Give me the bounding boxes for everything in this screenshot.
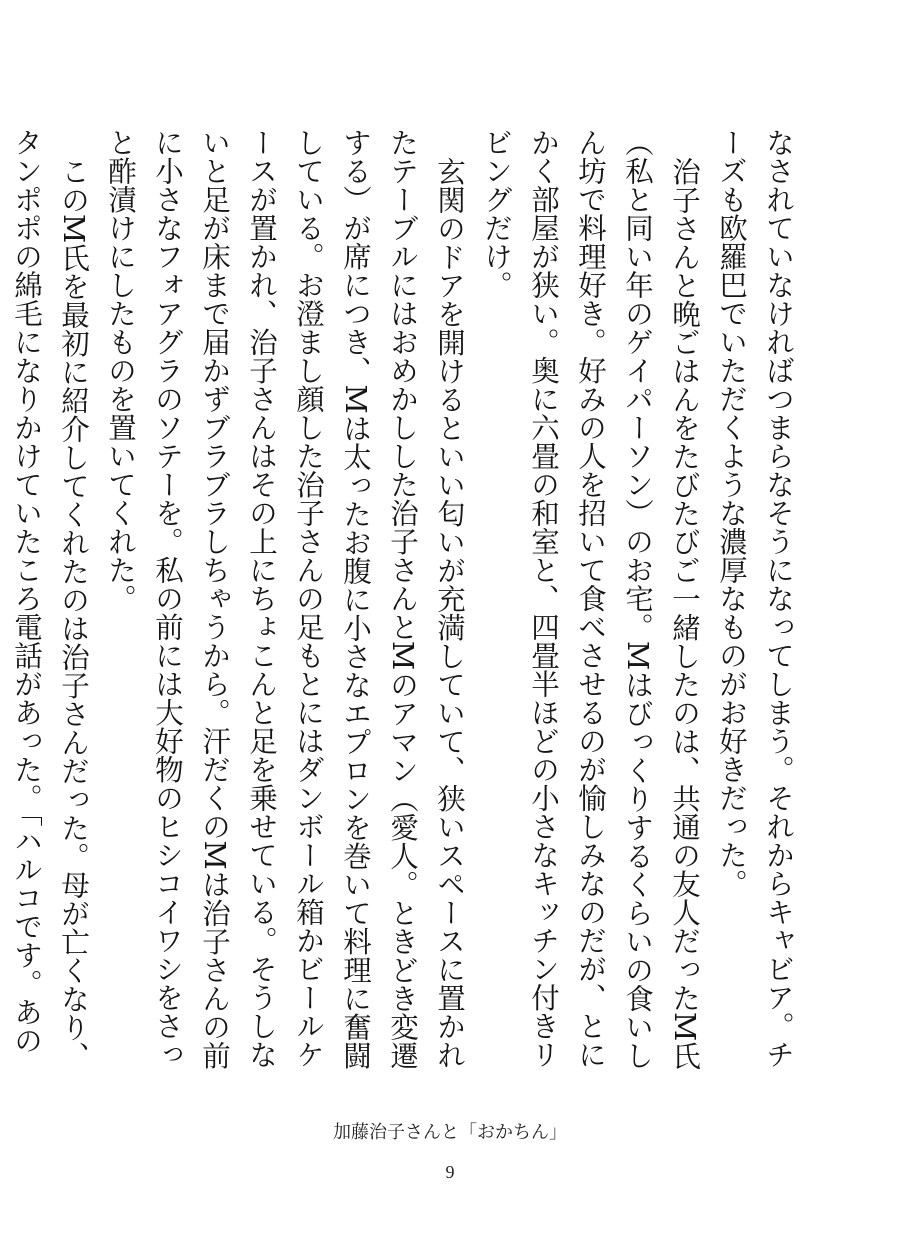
paragraph-4: このM氏を最初に紹介してくれたのは治子さんだった。母が亡くなり、タンポポの綿毛になりかけていたころ電話があった。「ハルコです。あの bbox=[10, 128, 90, 1070]
page-number: 9 bbox=[445, 1162, 455, 1182]
paragraph-1: なされていなければつまらなそうになってしまう。それからキャビア。チーズも欧羅巴でいただくような濃厚なものがお好きだった。 bbox=[715, 128, 795, 1069]
paragraph-3: 玄関のドアを開けるといい匂いが充満していて、狭いスペースに置かれたテーブルにはおめかしした治子さんとMのアマン（愛人。ときどき変遷する）が席につき、Mは太ったお腹に小さなエプロンを巻いて料理に奮闘している。お澄まし顔した治子さんの足もとにはダンボール箱かビールケースが置かれ、治子さんはその上にちょこんと足を乗せている。そうしないと足が床まで届かずブラブラしちゃうから。汗だくのMは治子さんの前に小さなフォアグラのソテーを。私の前には大好物のヒシコイワシをさっと酢漬けにしたものを置いてくれた。 bbox=[104, 128, 466, 1070]
paragraph-2: 治子さんと晩ごはんをたびたびご一緒したのは、共通の友人だったM氏（私と同い年のゲイパーソン）のお宅。Mはびっくりするくらいの食いしん坊で料理好き。好みの人を招いて食べさせるのが愉しみなのだが、とにかく部屋が狭い。奥に六畳の和室と、四畳半ほどの小さなキッチン付きリビングだけ。 bbox=[480, 128, 701, 1070]
running-footer-title: 加藤治子さんと「おかちん」 bbox=[333, 1122, 567, 1143]
vertical-body-text bbox=[10, 128, 802, 1088]
